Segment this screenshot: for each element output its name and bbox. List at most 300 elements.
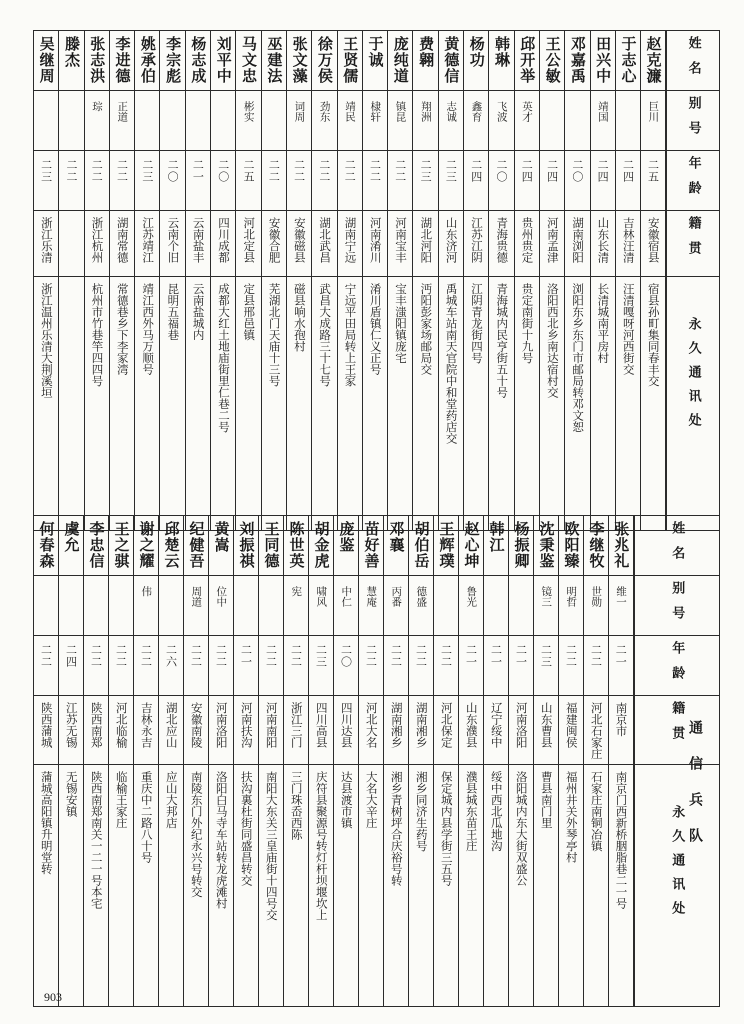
age-text: 二二 [115,159,129,183]
origin-text: 安徽磁县 [292,217,307,263]
age-text: 二二 [364,644,378,668]
name-text: 刘振祺 [237,521,256,569]
cell-age [261,151,286,211]
cell-address [185,277,210,531]
origin-text: 山东长清 [596,217,611,263]
name-text: 杨功 [467,36,486,68]
cell-age [236,151,261,211]
age-text: 二二 [317,159,331,183]
address-text: 南京门西新桥胭脂巷二一号 [614,770,629,909]
cell-address [514,277,539,531]
cell-address [259,764,284,1006]
cell-name [59,31,84,91]
cell-age [359,636,384,696]
address-text: 应山大邦店 [164,770,179,828]
cell-origin [286,211,311,277]
age-text: 二二 [214,644,228,668]
alias-text: 镜三 [540,586,553,607]
cell-alias [509,576,534,636]
cell-name [514,31,539,91]
cell-address [409,764,434,1006]
cell-origin [211,211,236,277]
cell-age [234,636,259,696]
header-alias [666,91,720,151]
cell-origin [489,211,514,277]
cell-origin [160,211,185,277]
cell-name [261,31,286,91]
age-text: 二一 [614,644,628,668]
origin-text: 湖北武昌 [318,217,333,263]
age-text: 二四 [545,159,559,183]
cell-alias [185,91,210,151]
cell-name [509,516,534,576]
cell-name [409,516,434,576]
cell-age [534,636,559,696]
header-label: 永久通讯处 [685,317,701,437]
cell-origin [464,211,489,277]
top-row-origin [34,211,720,277]
bottom-row-address [34,764,720,1006]
cell-name [109,31,134,91]
header-label: 年龄 [669,641,685,691]
alias-text: 琮 [90,101,103,112]
header-origin [634,696,720,765]
age-text: 二一 [464,644,478,668]
header-label: 姓名 [669,521,685,571]
age-text: 二二 [189,644,203,668]
origin-text: 河南淆川 [368,217,383,263]
cell-address [135,277,160,531]
cell-address [484,764,509,1006]
age-text: 二一 [514,644,528,668]
cell-alias [234,576,259,636]
bottom-row-age [34,636,720,696]
address-text: 南陵东门外纪永兴号转交 [189,770,204,897]
cell-name [34,31,59,91]
name-text: 苗好善 [362,521,381,569]
cell-age [135,151,160,211]
name-text: 杨志成 [189,36,208,84]
name-text: 田兴中 [594,36,613,84]
cell-age [459,636,484,696]
name-text: 何春森 [37,521,56,569]
cell-address [236,277,261,531]
header-label: 年龄 [685,156,701,206]
name-text: 黄嵩 [212,521,231,553]
name-text: 韩江 [487,521,506,553]
name-text: 巫建法 [265,36,284,84]
cell-alias [362,91,387,151]
name-text: 姚承伯 [138,36,157,84]
cell-age [464,151,489,211]
header-address [634,764,720,1006]
origin-text: 河北石家庄 [589,702,604,760]
name-text: 吴继周 [37,36,56,84]
cell-alias [286,91,311,151]
address-text: 曹县南门里 [539,770,554,828]
age-text: 二二 [292,159,306,183]
name-text: 赵心坤 [462,521,481,569]
address-text: 无锡安镇 [64,770,79,817]
cell-name [135,31,160,91]
origin-text: 四川达县 [339,702,354,748]
origin-text: 四川高县 [314,702,329,748]
cell-origin [309,696,334,765]
age-text: 二二 [439,644,453,668]
address-text: 杭州市竹巷竿四四号 [90,283,105,387]
cell-alias [438,91,463,151]
alias-text: 翔洲 [419,101,432,122]
cell-name [484,516,509,576]
cell-origin [337,211,362,277]
cell-alias [160,91,185,151]
address-text: 长清城南平房村 [596,283,611,364]
name-text: 胡金虎 [312,521,331,569]
cell-origin [59,211,84,277]
name-text: 徐万侯 [315,36,334,84]
cell-name [211,31,236,91]
cell-origin [590,211,615,277]
cell-origin [615,211,640,277]
address-text: 沔阳彭家场邮局交 [419,283,434,375]
age-text: 二二 [389,644,403,668]
cell-address [559,764,584,1006]
cell-address [159,764,184,1006]
name-text: 谢之耀 [137,521,156,569]
origin-text: 青海贵德 [495,217,510,263]
cell-name [464,31,489,91]
address-text: 浙江温州乐清大荆溪垣 [39,283,54,398]
alias-text: 中仁 [340,586,353,607]
cell-name [559,516,584,576]
cell-alias [284,576,309,636]
cell-age [514,151,539,211]
cell-address [184,764,209,1006]
name-text: 张文藻 [290,36,309,84]
age-text: 二四 [596,159,610,183]
cell-origin [185,211,210,277]
address-text: 绥中西北瓜地沟 [489,770,504,851]
cell-alias [184,576,209,636]
cell-alias [539,91,564,151]
address-text: 陕西南郑南关一二一号本宅 [89,770,104,909]
cell-origin [135,211,160,277]
cell-address [565,277,590,531]
cell-age [286,151,311,211]
cell-name [236,31,261,91]
bottom-row-alias [34,576,720,636]
origin-text: 河南孟津 [545,217,560,263]
name-text: 沈秉鉴 [537,521,556,569]
cell-alias [609,576,634,636]
cell-address [211,277,236,531]
cell-age [284,636,309,696]
address-text: 达县渡市镇 [339,770,354,828]
cell-age [584,636,609,696]
cell-age [337,151,362,211]
name-text: 于志心 [619,36,638,84]
cell-address [489,277,514,531]
cell-age [59,151,84,211]
cell-age [312,151,337,211]
cell-alias [384,576,409,636]
cell-name [109,516,134,576]
cell-origin [359,696,384,765]
cell-origin [388,211,413,277]
age-text: 二四 [520,159,534,183]
cell-address [362,277,387,531]
cell-address [388,277,413,531]
address-text: 南阳大东关三皇庙街十四号交 [264,770,279,920]
origin-text: 浙江杭州 [90,217,105,263]
cell-age [84,151,109,211]
alias-text: 伟 [140,586,153,597]
alias-text: 志诚 [445,101,458,122]
cell-address [84,764,109,1006]
cell-age [309,636,334,696]
cell-origin [109,211,134,277]
address-text: 淆川盾镇仁义正号 [368,283,383,375]
origin-text: 江苏无锡 [64,702,79,748]
name-text: 邱开举 [518,36,537,84]
cell-name [413,31,438,91]
name-text: 虞允 [62,521,81,553]
cell-origin [609,696,634,765]
header-label: 别号 [685,96,701,146]
roster-table-bottom [33,515,720,1007]
alias-text: 鑫育 [470,101,483,122]
cell-alias [59,91,84,151]
top-row-alias [34,91,720,151]
cell-alias [514,91,539,151]
origin-text: 湖南宁远 [343,217,358,263]
cell-age [209,636,234,696]
cell-alias [534,576,559,636]
cell-address [234,764,259,1006]
cell-name [59,516,84,576]
cell-origin [409,696,434,765]
page-number: 903 [44,990,62,1004]
address-text: 芜湖北门天庙十三号 [267,283,282,387]
origin-text: 河北定县 [242,217,257,263]
cell-address [584,764,609,1006]
cell-address [384,764,409,1006]
cell-alias [590,91,615,151]
address-text: 云南盐城内 [191,283,206,341]
header-label: 永久通讯处 [669,804,685,925]
cell-address [609,764,634,1006]
origin-text: 安徽合肥 [267,217,282,263]
cell-alias [84,91,109,151]
name-text: 费翱 [417,36,436,68]
address-text: 重庆中二路八十号 [139,770,154,863]
cell-origin [84,211,109,277]
name-text: 赵克濂 [644,36,663,84]
age-text: 二三 [314,644,328,668]
cell-address [459,764,484,1006]
cell-name [565,31,590,91]
cell-alias [359,576,384,636]
cell-alias [409,576,434,636]
age-text: 二二 [90,159,104,183]
alias-text: 慧庵 [365,586,378,607]
name-text: 张兆礼 [612,521,631,569]
cell-origin [34,696,59,765]
age-text: 二五 [242,159,256,183]
cell-age [590,151,615,211]
name-text: 李宗彪 [164,36,183,84]
cell-alias [434,576,459,636]
alias-text: 词周 [293,101,306,122]
cell-age [438,151,463,211]
cell-age [334,636,359,696]
cell-address [261,277,286,531]
cell-origin [438,211,463,277]
cell-name [259,516,284,576]
alias-text: 英才 [521,101,534,122]
cell-name [359,516,384,576]
address-text: 湘乡青树坪合庆裕号转 [389,770,404,886]
cell-name [534,516,559,576]
origin-text: 吉林汪清 [621,217,636,263]
origin-text: 河南扶沟 [239,702,254,748]
cell-age [409,636,434,696]
origin-text: 南京市 [614,702,629,737]
cell-age [609,636,634,696]
cell-alias [337,91,362,151]
alias-text: 巨川 [647,101,660,122]
cell-origin [434,696,459,765]
cell-alias [236,91,261,151]
name-text: 王同德 [262,521,281,569]
cell-alias [459,576,484,636]
origin-text: 江苏江阴 [469,217,484,263]
cell-name [286,31,311,91]
address-text: 昆明五福巷 [166,283,181,341]
name-text: 邓嘉禹 [568,36,587,84]
name-text: 庞鉴 [337,521,356,553]
age-text: 二五 [646,159,660,183]
name-text: 张志洪 [88,36,107,84]
cell-address [413,277,438,531]
origin-text: 湖北应山 [164,702,179,748]
cell-name [489,31,514,91]
cell-origin [334,696,359,765]
cell-alias [312,91,337,151]
origin-text: 湖南湘乡 [389,702,404,748]
address-text: 常德巷乡下李家湾 [115,283,130,375]
age-text: 二二 [39,644,53,668]
age-text: 二三 [39,159,53,183]
cell-name [134,516,159,576]
address-text: 湘乡同济生药号 [414,770,429,851]
age-text: 二六 [164,644,178,668]
cell-alias [641,91,666,151]
cell-address [109,764,134,1006]
address-text: 磁县响水孢村 [292,283,307,352]
cell-address [509,764,534,1006]
cell-name [459,516,484,576]
cell-age [34,151,59,211]
name-text: 于诚 [366,36,385,68]
cell-age [388,151,413,211]
cell-age [211,151,236,211]
address-text: 洛阳白马寺车站转龙虎滩村 [214,770,229,909]
cell-alias [209,576,234,636]
header-address [666,277,720,531]
address-text: 庆符县聚源号转灯杆坝堰坎上 [314,770,329,920]
cell-name [334,516,359,576]
cell-age [259,636,284,696]
address-text: 宿县孙町集同春丰交 [646,283,661,387]
address-text: 成都大红土地庙街里仁巷二号 [216,283,231,433]
name-text: 王之骐 [112,521,131,569]
cell-name [309,516,334,576]
cell-origin [413,211,438,277]
cell-name [434,516,459,576]
cell-name [337,31,362,91]
address-text: 福州井关外琴亭村 [564,770,579,863]
origin-text: 山东济河 [444,217,459,263]
age-text: 二二 [589,644,603,668]
cell-age [109,636,134,696]
bottom-row-name [34,516,720,576]
age-text: 二〇 [494,159,508,183]
cell-alias [134,576,159,636]
cell-origin [362,211,387,277]
name-text: 邱楚云 [162,521,181,569]
origin-text: 河南洛阳 [514,702,529,748]
cell-address [284,764,309,1006]
alias-text: 飞波 [495,101,508,122]
address-text: 贵定南街十九号 [520,283,535,364]
cell-name [159,516,184,576]
cell-alias [84,576,109,636]
cell-name [84,31,109,91]
alias-text: 棣轩 [369,101,382,122]
alias-text: 正道 [116,101,129,122]
cell-age [565,151,590,211]
header-origin [666,211,720,277]
cell-age [84,636,109,696]
name-text: 杨振卿 [512,521,531,569]
cell-origin [209,696,234,765]
cell-name [388,31,413,91]
cell-name [185,31,210,91]
cell-origin [236,211,261,277]
age-text: 二一 [489,644,503,668]
cell-origin [134,696,159,765]
age-text: 二二 [114,644,128,668]
cell-origin [312,211,337,277]
cell-origin [259,696,284,765]
cell-name [284,516,309,576]
address-text: 濮县城东苗王庄 [464,770,479,851]
cell-name [84,516,109,576]
header-label: 籍贯 [669,701,685,751]
cell-origin [534,696,559,765]
name-text: 黄德信 [442,36,461,84]
origin-text: 山东曹县 [539,702,554,748]
alias-text: 德盛 [415,586,428,607]
alias-text: 彬实 [242,101,255,122]
cell-age [489,151,514,211]
origin-text: 江苏靖江 [141,217,156,263]
cell-name [34,516,59,576]
cell-age [539,151,564,211]
name-text: 欧阳臻 [562,521,581,569]
cell-name [641,31,666,91]
